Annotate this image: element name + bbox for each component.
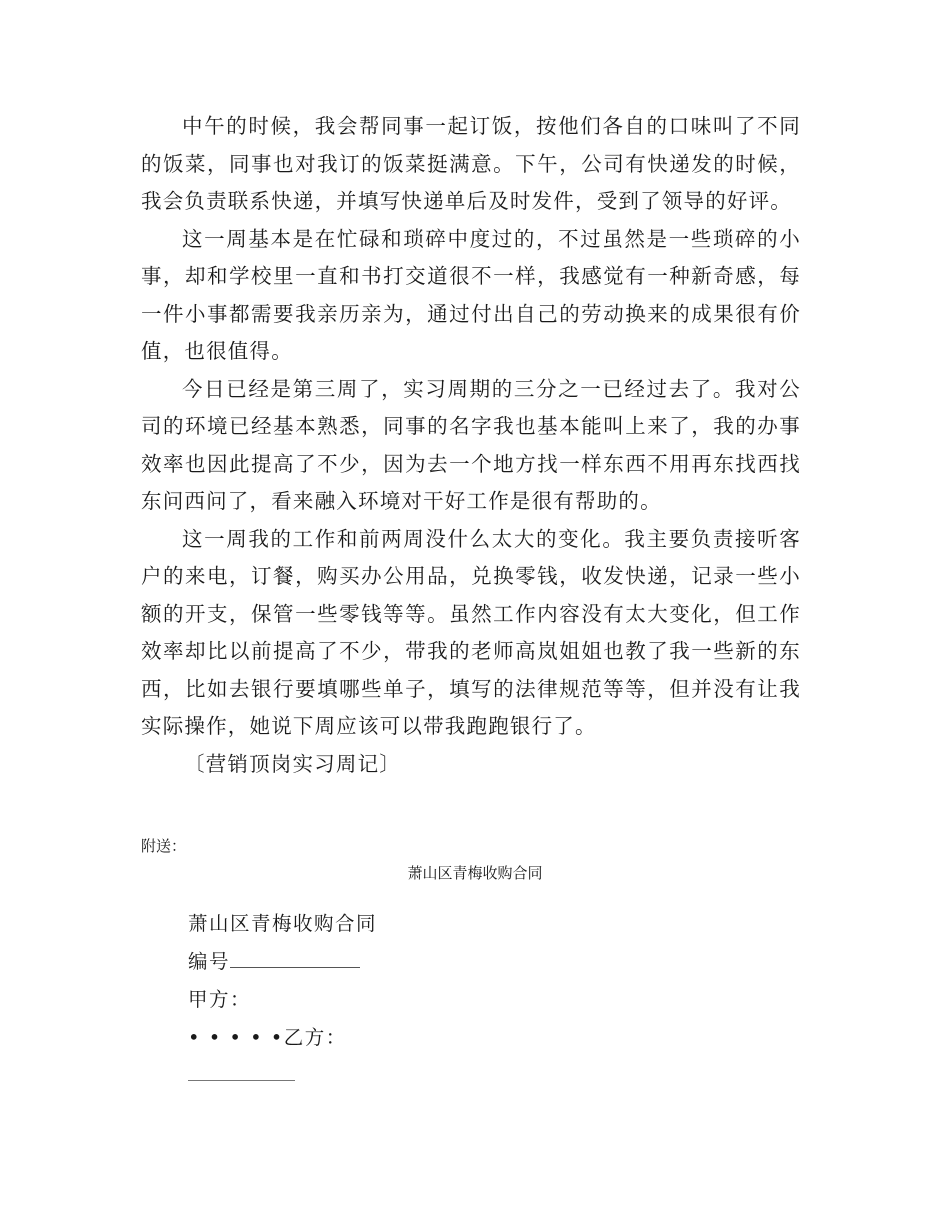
contract-number-row	[188, 943, 377, 981]
journal-body	[141, 108, 801, 783]
contract-header-block	[188, 905, 377, 1057]
contract-number-blank	[230, 945, 360, 968]
party-b-label: • • • • •乙方：	[188, 1026, 347, 1049]
party-a-label: 甲方：	[188, 988, 252, 1011]
paragraph: 中午的时候，我会帮同事一起订饭，按他们各自的口味叫了不同的饭菜，同事也对我订的饭菜挺满意。下午，公司有快递发的时候，我会负责联系快递，并填写快递单后及时发件，受到了领导的好评。	[141, 114, 801, 213]
party-b-blank-line	[188, 1080, 295, 1081]
paragraph: 这一周我的工作和前两周没什么太大的变化。我主要负责接听客户的来电，订餐，购买办公用品，兑换零钱，收发快递，记录一些小额的开支，保管一些零钱等等。虽然工作内容没有太大变化，但工作效率却比以前提高了不少，带我的老师高岚姐姐也教了我一些新的东西，比如去银行要填哪些单子，填写的法律规范等等，但并没有让我实际操作，她说下周应该可以带我跑跑银行了。	[141, 526, 801, 738]
paragraph: 这一周基本是在忙碌和琐碎中度过的，不过虽然是一些琐碎的小事，却和学校里一直和书打交道很不一样，我感觉有一种新奇感，每一件小事都需要我亲历亲为，通过付出自己的劳动换来的成果很有价值，也很值得。	[141, 226, 801, 363]
contract-heading: 萧山区青梅收购合同	[407, 864, 543, 882]
contract-number-label: 编号	[188, 950, 231, 973]
attachment-label: 附送：	[141, 837, 187, 855]
contract-title: 萧山区青梅收购合同	[188, 912, 378, 935]
source-note: 〔营销顶岗实习周记〕	[184, 751, 401, 776]
paragraph: 今日已经是第三周了，实习周期的三分之一已经过去了。我对公司的环境已经基本熟悉，同事的名字我也基本能叫上来了，我的办事效率也因此提高了不少，因为去一个地方找一样东西不用再东找西找东问西问了，看来融入环境对干好工作是很有帮助的。	[141, 376, 801, 513]
